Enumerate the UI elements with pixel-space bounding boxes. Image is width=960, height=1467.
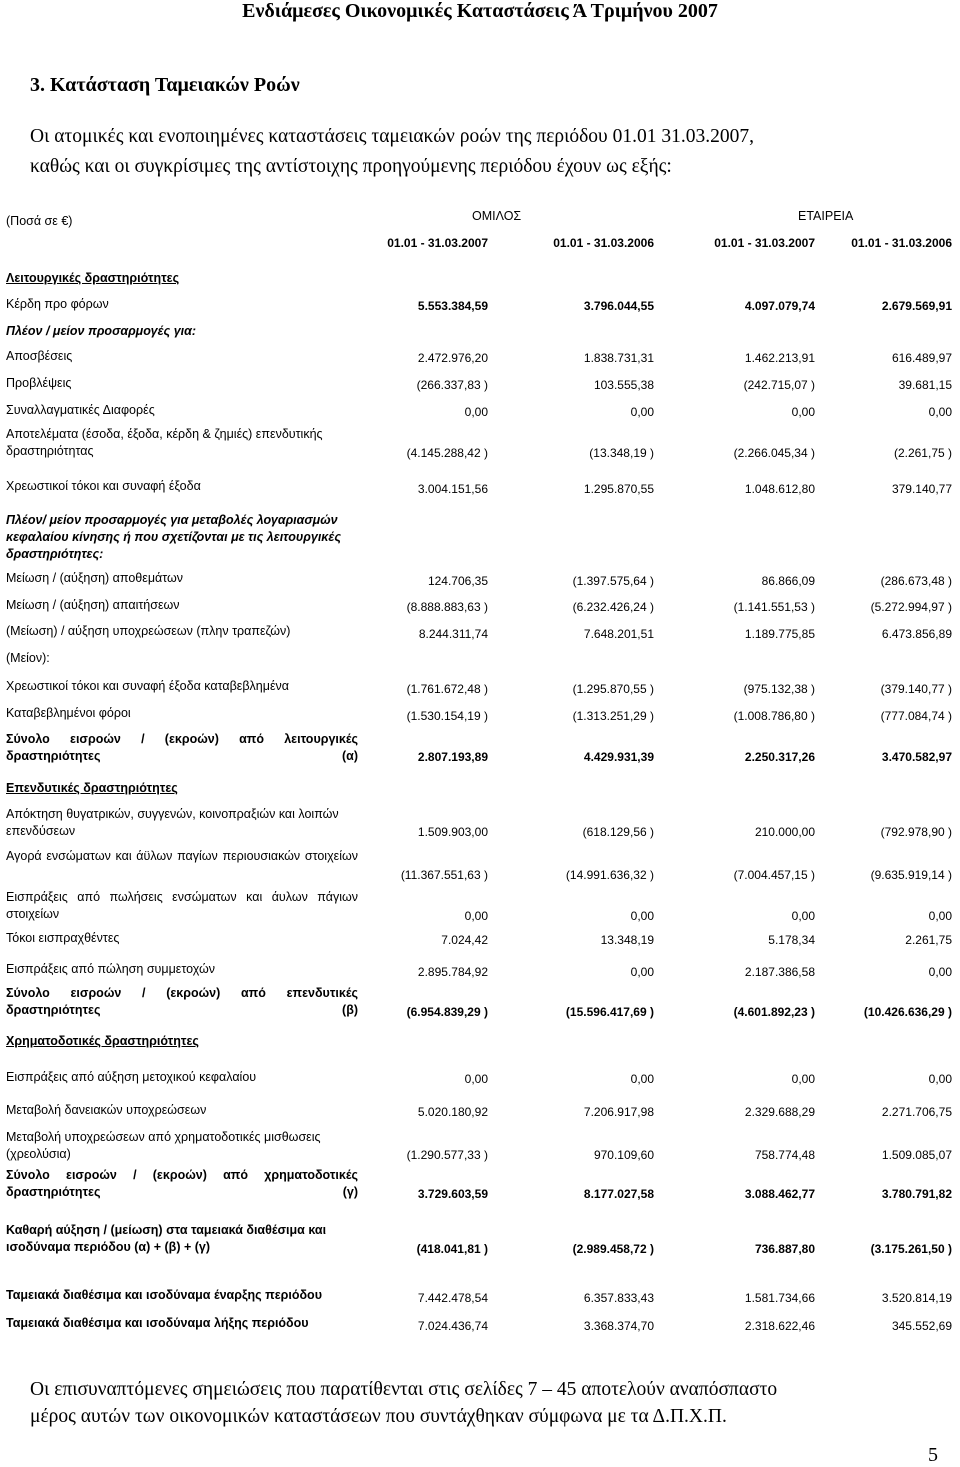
cell: 3.004.151,56 bbox=[417, 482, 488, 496]
cell: 0,00 bbox=[630, 1072, 654, 1086]
row-label: Σύνολο εισροών / (εκροών) από λειτουργικές δραστηριότητες (α) bbox=[6, 732, 358, 763]
cell: 6.473.856,89 bbox=[881, 627, 952, 641]
cell: (7.004.457,15 ) bbox=[733, 868, 815, 882]
cell: 4.097.079,74 bbox=[744, 299, 815, 313]
cell: 0,00 bbox=[928, 1072, 952, 1086]
row-label: Αγορά ενσώματων και άϋλων παγίων περιουσιακών στοιχείων bbox=[6, 849, 358, 863]
cell: 2.271.706,75 bbox=[881, 1105, 952, 1119]
row-label: (Μείωση) / αύξηση υποχρεώσεων (πλην τραπεζών) bbox=[6, 624, 291, 638]
section-investing: Επενδυτικές δραστηριότητες bbox=[6, 781, 178, 795]
row-label: Μεταβολή υποχρεώσεων από χρηματοδοτικές μισθωσεις (χρεολύσια) bbox=[6, 1130, 321, 1161]
row-label: Καταβεβλημένοι φόροι bbox=[6, 706, 131, 720]
cell: (1.141.551,53 ) bbox=[733, 600, 815, 614]
cell: 13.348,19 bbox=[600, 933, 654, 947]
cell: 5.178,34 bbox=[768, 933, 815, 947]
cell: 8.244.311,74 bbox=[418, 627, 488, 641]
cell: (4.601.892,23 ) bbox=[733, 1005, 815, 1019]
cell: 0,00 bbox=[791, 909, 815, 923]
row-label: Απόκτηση θυγατρικών, συγγενών, κοινοπραξιών και λοιπών επενδύσεων bbox=[6, 807, 339, 838]
section-title: 3. Κατάσταση Ταμειακών Ροών bbox=[30, 74, 300, 96]
period-header: 01.01 - 31.03.2006 bbox=[851, 236, 952, 250]
row-label: Αποσβέσεις bbox=[6, 349, 73, 363]
cell: 0,00 bbox=[791, 1072, 815, 1086]
period-header: 01.01 - 31.03.2007 bbox=[714, 236, 815, 250]
group-header: ΟΜΙΛΟΣ bbox=[472, 209, 522, 223]
row-label: Πλέον/ μείον προσαρμογές για μεταβολές λογαριασμών κεφαλαίου κίνησης ή που σχετίζονται με τις λειτουργικές δραστηριότητες: bbox=[6, 513, 342, 561]
cell: 4.429.931,39 bbox=[583, 750, 654, 764]
cell: (1.295.870,55 ) bbox=[572, 682, 654, 696]
cell: 5.020.180,92 bbox=[417, 1105, 488, 1119]
row-label: Σύνολο εισροών / (εκροών) από χρηματοδοτικές δραστηριότητες (γ) bbox=[6, 1168, 358, 1199]
footer-line-1: Οι επισυναπτόμενες σημειώσεις που παρατίθενται στις σελίδες 7 – 45 αποτελούν αναπόσπαστο bbox=[30, 1379, 778, 1400]
period-header: 01.01 - 31.03.2006 bbox=[553, 236, 654, 250]
cell: 970.109,60 bbox=[593, 1148, 654, 1162]
row-label: Τόκοι εισπραχθέντες bbox=[6, 931, 120, 945]
cell: 3.368.374,70 bbox=[583, 1319, 654, 1333]
cell: 3.088.462,77 bbox=[744, 1187, 815, 1201]
row-label: Εισπράξεις από αύξηση μετοχικού κεφαλαίου bbox=[6, 1070, 257, 1084]
cell: (2.989.458,72 ) bbox=[572, 1242, 654, 1256]
cell: 1.295.870,55 bbox=[583, 482, 654, 496]
row-label: Σύνολο εισροών / (εκροών) από επενδυτικές δραστηριότητες (β) bbox=[6, 986, 358, 1017]
cell: 0,00 bbox=[464, 405, 488, 419]
cell: 0,00 bbox=[464, 1072, 488, 1086]
cell: 2.261,75 bbox=[905, 933, 952, 947]
cell: (1.397.575,64 ) bbox=[572, 574, 654, 588]
cell: 0,00 bbox=[928, 405, 952, 419]
cell: (266.337,83 ) bbox=[416, 378, 488, 392]
cell: 0,00 bbox=[464, 909, 488, 923]
cell: 2.250.317,26 bbox=[744, 750, 815, 764]
cell: 7.442.478,54 bbox=[417, 1291, 488, 1305]
cell: 124.706,35 bbox=[427, 574, 488, 588]
cell: (2.266.045,34 ) bbox=[733, 446, 815, 460]
intro-line-2: καθώς και οι συγκρίσιμες της αντίστοιχης προηγούμενης περιόδου έχουν ως εξής: bbox=[30, 156, 672, 177]
row-label: Χρεωστικοί τόκοι και συναφή έξοδα bbox=[6, 479, 201, 493]
row-label: Αποτελέματα (έσοδα, έξοδα, κέρδη & ζημιές) επενδυτικής δραστηριότητας bbox=[6, 427, 323, 458]
cell: 0,00 bbox=[928, 965, 952, 979]
cell: (5.272.994,97 ) bbox=[870, 600, 952, 614]
cell: 1.509.903,00 bbox=[417, 825, 488, 839]
cell: 1.581.734,66 bbox=[744, 1291, 815, 1305]
cell: 1.462.213,91 bbox=[744, 351, 815, 365]
cell: 345.552,69 bbox=[891, 1319, 952, 1333]
row-label: Κέρδη προ φόρων bbox=[6, 297, 109, 311]
cell: 616.489,97 bbox=[891, 351, 952, 365]
cell: 1.509.085,07 bbox=[881, 1148, 952, 1162]
cell: 7.648.201,51 bbox=[583, 627, 654, 641]
cell: 1.838.731,31 bbox=[583, 351, 654, 365]
cell: 6.357.833,43 bbox=[583, 1291, 654, 1305]
cell: 0,00 bbox=[791, 405, 815, 419]
cell: 2.679.569,91 bbox=[881, 299, 952, 313]
cell: 0,00 bbox=[928, 909, 952, 923]
cell: (379.140,77 ) bbox=[880, 682, 952, 696]
row-label: (Μείον): bbox=[6, 651, 50, 665]
cell: 3.796.044,55 bbox=[583, 299, 654, 313]
cell: 86.866,09 bbox=[761, 574, 815, 588]
period-header: 01.01 - 31.03.2007 bbox=[387, 236, 488, 250]
cell: (777.084,74 ) bbox=[880, 709, 952, 723]
cell: (418.041,81 ) bbox=[416, 1242, 488, 1256]
row-label: Εισπράξεις από πωλήσεις ενσώματων και άυλων πάγιων στοιχείων bbox=[6, 890, 358, 921]
row-label: Προβλέψεις bbox=[6, 376, 72, 390]
cell: 736.887,80 bbox=[754, 1242, 815, 1256]
cell: 1.048.612,80 bbox=[744, 482, 815, 496]
cell: 210.000,00 bbox=[754, 825, 815, 839]
row-label: Μεταβολή δανειακών υποχρεώσεων bbox=[6, 1103, 207, 1117]
cell: 3.780.791,82 bbox=[881, 1187, 952, 1201]
cell: (1.290.577,33 ) bbox=[406, 1148, 488, 1162]
cell: (9.635.919,14 ) bbox=[870, 868, 952, 882]
cell: 3.520.814,19 bbox=[881, 1291, 952, 1305]
cell: 7.024.436,74 bbox=[417, 1319, 488, 1333]
cell: 1.189.775,85 bbox=[744, 627, 815, 641]
cell: (975.132,38 ) bbox=[743, 682, 815, 696]
cell: (13.348,19 ) bbox=[589, 446, 654, 460]
footer-line-2: μέρος αυτών των οικονομικών καταστάσεων που συντάχθηκαν σύμφωνα με τα Δ.Π.Χ.Π. bbox=[30, 1406, 727, 1427]
cell: 0,00 bbox=[630, 965, 654, 979]
cell: (1.313.251,29 ) bbox=[572, 709, 654, 723]
cell: 2.895.784,92 bbox=[417, 965, 488, 979]
cell: (3.175.261,50 ) bbox=[870, 1242, 952, 1256]
cell: (10.426.636,29 ) bbox=[863, 1005, 952, 1019]
cell: 7.206.917,98 bbox=[583, 1105, 654, 1119]
cell: (1.008.786,80 ) bbox=[733, 709, 815, 723]
cell: 379.140,77 bbox=[891, 482, 952, 496]
row-label: Καθαρή αύξηση / (μείωση) στα ταμειακά διαθέσιμα και ισοδύναμα περιόδου (α) + (β) + (γ) bbox=[6, 1223, 327, 1254]
cell: (1.761.672,48 ) bbox=[406, 682, 488, 696]
cell: (8.888.883,63 ) bbox=[406, 600, 488, 614]
intro-line-1: Οι ατομικές και ενοποιημένες καταστάσεις ταμειακών ροών της περιόδου 01.01 31.03.2007, bbox=[30, 126, 754, 147]
cell: (11.367.551,63 ) bbox=[400, 868, 488, 882]
section-operating: Λειτουργικές δραστηριότητες bbox=[6, 271, 180, 285]
cell: (2.261,75 ) bbox=[893, 446, 952, 460]
cell: 3.470.582,97 bbox=[881, 750, 952, 764]
cell: 0,00 bbox=[630, 909, 654, 923]
row-label: Εισπράξεις από πώληση συμμετοχών bbox=[6, 962, 215, 976]
cell: 2.187.386,58 bbox=[744, 965, 815, 979]
cell: (286.673,48 ) bbox=[880, 574, 952, 588]
cell: (15.596.417,69 ) bbox=[565, 1005, 654, 1019]
row-label: Χρεωστικοί τόκοι και συναφή έξοδα καταβεβλημένα bbox=[6, 679, 289, 693]
cell: 3.729.603,59 bbox=[417, 1187, 488, 1201]
cell: (242.715,07 ) bbox=[743, 378, 815, 392]
cell: (792.978,90 ) bbox=[880, 825, 952, 839]
cell: 8.177.027,58 bbox=[583, 1187, 654, 1201]
section-financing: Χρηματοδοτικές δραστηριότητες bbox=[6, 1034, 199, 1048]
cell: (618.129,56 ) bbox=[582, 825, 654, 839]
row-label: Μείωση / (αύξηση) απαιτήσεων bbox=[6, 598, 180, 612]
row-label: Ταμειακά διαθέσιμα και ισοδύναμα έναρξης περιόδου bbox=[6, 1288, 322, 1302]
cell: (1.530.154,19 ) bbox=[406, 709, 488, 723]
page-number: 5 bbox=[928, 1444, 938, 1466]
cell: 5.553.384,59 bbox=[417, 299, 488, 313]
cell: 2.318.622,46 bbox=[744, 1319, 815, 1333]
row-label: Πλέον / μείον προσαρμογές για: bbox=[6, 324, 197, 338]
cell: 0,00 bbox=[630, 405, 654, 419]
cell: 758.774,48 bbox=[754, 1148, 815, 1162]
cell: 2.329.688,29 bbox=[744, 1105, 815, 1119]
cell: 7.024,42 bbox=[441, 933, 488, 947]
cell: (4.145.288,42 ) bbox=[406, 446, 488, 460]
cell: 103.555,38 bbox=[593, 378, 654, 392]
amounts-note: (Ποσά σε €) bbox=[6, 214, 73, 228]
cell: 2.807.193,89 bbox=[417, 750, 488, 764]
cell: (6.232.426,24 ) bbox=[572, 600, 654, 614]
cell: 39.681,15 bbox=[898, 378, 952, 392]
cell: (14.991.636,32 ) bbox=[565, 868, 654, 882]
document-header: Ενδιάμεσες Οικονομικές Καταστάσεις Ά Τριμήνου 2007 bbox=[242, 0, 718, 22]
row-label: Συναλλαγματικές Διαφορές bbox=[6, 403, 155, 417]
row-label: Μείωση / (αύξηση) αποθεμάτων bbox=[6, 571, 184, 585]
cell: 2.472.976,20 bbox=[417, 351, 488, 365]
company-header: ΕΤΑΙΡΕΙΑ bbox=[798, 209, 854, 223]
cell: (6.954.839,29 ) bbox=[406, 1005, 488, 1019]
row-label: Ταμειακά διαθέσιμα και ισοδύναμα λήξης περιόδου bbox=[6, 1316, 309, 1330]
